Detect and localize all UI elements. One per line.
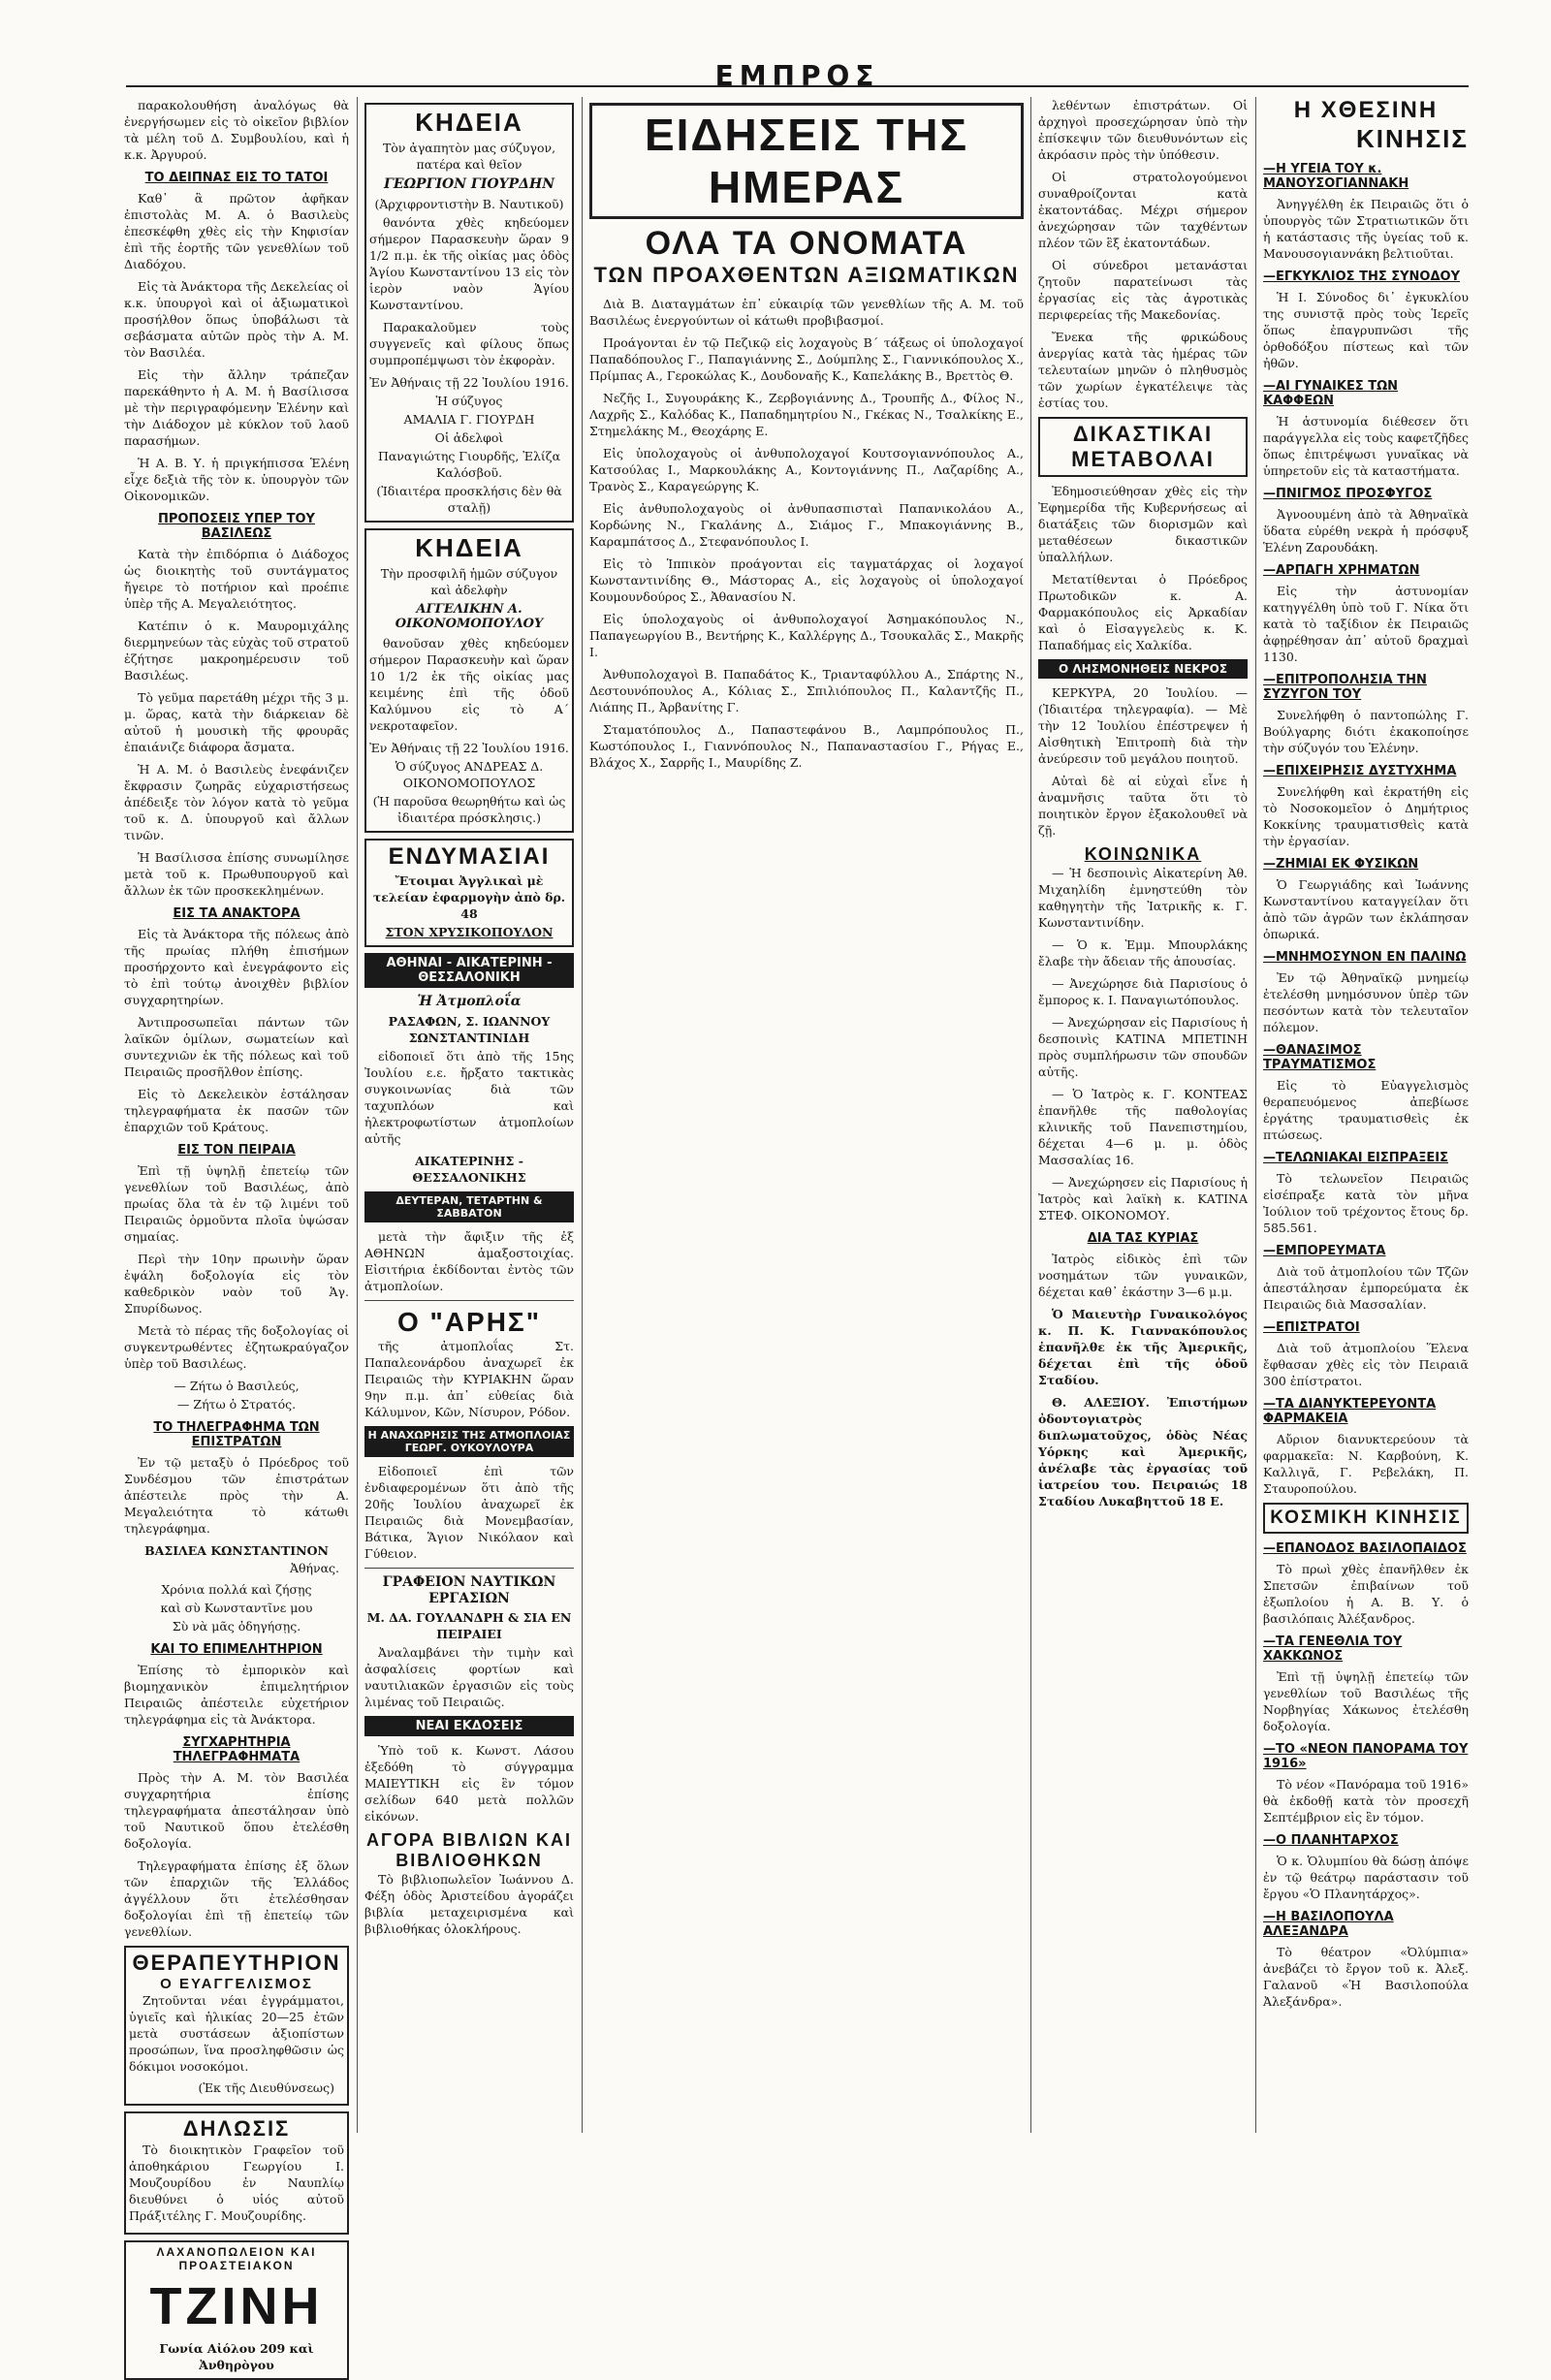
article-text: παρακολουθήση ἀναλόγως θὰ ἐνεργήσωμεν εἰς τὸ οἰκεῖον βιβλίον τὰ μέλη τοῦ Δ. Συμβουλίου, καὶ ἡ κ.κ. Ἀργυρού. — [124, 98, 349, 162]
article-text: Ἡ Α. Μ. ὁ Βασιλεὺς ἐνεφάνιζεν ἔκφρασιν ζωηρᾶς εὐχαριστήσεως ἀπέδειξε τὸν λόγον κατὰ τὸ γεῦμα τοῦ κ. Δ. ὑπουργοῦ καὶ ἄλλων τινῶν. — [124, 762, 349, 842]
column-divider — [357, 97, 358, 2133]
advert-text: Ὑπὸ τοῦ κ. Κωνστ. Λάσου ἐξεδόθη τὸ σύγγραμμα ΜΑΙΕΥΤΙΚΗ εἰς ἓν τόμον σελίδων 640 μετὰ πολλῶν εἰκόνων. — [364, 1743, 574, 1824]
cheer-line: — Ζήτω ὁ Βασιλεύς, — [174, 1379, 300, 1393]
section-title: ΔΙΚΑΣΤΙΚΑΙ — [1072, 422, 1214, 446]
section-title: ΚΟΣΜΙΚΗ ΚΙΝΗΣΙΣ — [1270, 1507, 1462, 1528]
article-text: Εἰς τὰ Ἀνάκτορα τῆς πόλεως ἀπὸ τῆς πρωίας πλήθη ἐπισήμων προσήρχοντο καὶ ἐνεγράφοντο εἰς τὸ ἐπὶ τούτῳ ἀνοιχθὲν βιβλίον συγχαρητηρίων. — [124, 927, 349, 1007]
advert-title: ΘΕΡΑΠΕΥΤΗΡΙΟΝ — [132, 1951, 341, 1975]
advert-route: ΑΙΚΑΤΕΡΙΝΗΣ - ΘΕΣΣΑΛΟΝΙΚΗΣ — [412, 1154, 526, 1185]
notice-note: (Ἡ παροῦσα θεωρηθήτω καὶ ὡς ἰδιαιτέρα πρόσκλησις.) — [372, 794, 566, 825]
divider — [364, 1300, 574, 1301]
news-item-title: —Ο ΠΛΑΝΗΤΑΡΧΟΣ — [1263, 1833, 1399, 1848]
news-item-title: —ΤΟ «ΝΕΟΝ ΠΑΝΟΡΑΜΑ ΤΟΥ 1916» — [1263, 1742, 1469, 1771]
article-text: Οἱ στρατολογούμενοι συναθροίζονται κατὰ ἑκατοντάδας. Μέχρι σήμερον ἀνεχώρησαν τῶν ταχθέντων πλέον τῶν ἓξ ἑκατοντάδων. — [1038, 170, 1248, 250]
news-item-text: Ἡ ἀστυνομία διέθεσεν ὅτι παράγγελλα εἰς τοὺς καφετζῆδες ὅπως ἐπιτρέψωσι γυναῖκας νὰ ὑπηρετοῦν εἰς τὰ καταστήματα. — [1263, 414, 1469, 478]
article-text: Μετατίθενται ὁ Πρόεδρος Πρωτοδικῶν κ. Α. Φαρμακόπουλος εἰς Ἀρκαδίαν καὶ ὁ Εἰσαγγελεὺς κ. Κ. Παπαδήμας εἰς Χαλκίδα. — [1038, 572, 1248, 652]
section-subtitle: ΜΕΤΑΒΟΛΑΙ — [1071, 447, 1215, 471]
notice-title: ΚΗΔΕΙΑ — [415, 108, 523, 137]
article-text: Ἀνθυπολοχαγοὶ Β. Παπαδάτος Κ., Τριανταφύλλου Α., Σπάρτης Ν., Δεστουνόπουλος Α., Κόλιας Σ., Σπιλιόπουλος Π., Καλαντζῆς Π., Λιάπης Π., Ἀρβανίτης Γ. — [589, 667, 1024, 714]
funeral-notice-2 — [364, 528, 574, 833]
article-text: Οἱ σύνεδροι μετανάσται ζητοῦν παρατείνωσι τὰς ἐργασίας εἰς τὰς ἀγροτικὰς περιφερείας τῆς Μακεδονίας. — [1038, 258, 1248, 322]
article-text: λεθέντων ἐπιστράτων. Οἱ ἀρχηγοὶ προσεχώρησαν ὑπὸ τὴν ἐπίσκεψιν τῶν διευθυνόντων εἰς ἀκρόασιν πρὸς τὴν ὑπόθεσιν. — [1038, 98, 1248, 162]
notice-date: Ἐν Ἀθήναις τῇ 22 Ἰουλίου 1916. — [369, 741, 569, 755]
article-text: Εἰς τὰ Ἀνάκτορα τῆς Δεκελείας οἱ κ.κ. ὑπουργοὶ καὶ οἱ ἀξιωματικοὶ προσήλθον ὅπως ὑποβάλωσι τὰ σεβάσματα αὐτῶν πρὸς τὴν Α. Μ. τὸν Βασιλέα. — [124, 279, 349, 360]
column-divider — [1030, 97, 1031, 2133]
social-item: — Ἡ δεσποινὶς Αἰκατερίνη Ἀθ. Μιχαηλίδη ἐμνηστεύθη τὸν καθηγητὴν τῆς Ἰατρικῆς κ. Γ. Κωνσταντινίδην. — [1038, 866, 1248, 930]
news-banner: ΕΙΔΗΣΕΙΣ ΤΗΣ ΗΜΕΡΑΣ — [644, 110, 969, 212]
article-text: Κατέπιν ὁ κ. Μαυρομιχάλης διερμηνεύων τὰς εὐχὰς τοῦ στρατοῦ ἐζήτησε μακροημέρευσιν τοῦ Βασιλέως. — [124, 619, 349, 682]
news-item-title: —ΕΠΙΧΕΙΡΗΣΙΣ ΔΥΣΤΥΧΗΜΑ — [1263, 764, 1457, 778]
article-text: Αὐταὶ δὲ αἱ εὐχαὶ εἶνε ἡ ἀναμνῆσις ταῦτα ὅτι τὸ ποιητικὸν ἔργον ἐξακολουθεῖ νὰ ζῇ. — [1038, 774, 1248, 838]
article-text: Σταματόπουλος Δ., Παπαστεφάνου Β., Λαμπρόπουλος Π., Κωστόπουλος Ι., Γιαννόπουλος Ν., Παπαναστασίου Γ., Ρήγας Ε., Βλάχος Χ., Σαρρῆς Ι., Μαυρίδης Ζ. — [589, 722, 1024, 770]
news-item-title: —ΖΗΜΙΑΙ ΕΚ ΦΥΣΙΚΩΝ — [1263, 857, 1419, 872]
article-text: Ἡ Α. Β. Υ. ἡ πριγκήπισσα Ἑλένη εἶχε δεξιὰ τῆς τὸν κ. ὑπουργὸν τῶν Οἰκονομικῶν. — [124, 456, 349, 503]
article-text: Κατὰ τὴν ἐπιδόρπια ὁ Διάδοχος ὡς διοικητὴς τοῦ συντάγματος ἤγειρε τὸ ποτήριον καὶ προέπιε ὑπὲρ τῆς Α. Μεγαλειότητος. — [124, 547, 349, 611]
article-text: Ἐπίσης τὸ ἐμπορικὸν καὶ βιομηχανικὸν ἐπιμελητήριον Πειραιῶς ἀπέστειλε εὐχετήριον τηλεγράφημα εἰς τὰ Ἀνάκτορα. — [124, 1663, 349, 1727]
social-item: — Ὁ Ἰατρὸς κ. Γ. ΚΟΝΤΕΑΣ ἐπανῆλθε τῆς παθολογίας κλινικῆς τοῦ Πανεπιστημίου, δέχεται 4—6 μ. μ. ὁδὸς Μασσαλίας 16. — [1038, 1087, 1248, 1167]
news-item-title: —ΕΓΚΥΚΛΙΟΣ ΤΗΣ ΣΥΝΟΔΟΥ — [1263, 270, 1460, 284]
social-item: Ἰατρὸς εἰδικὸς ἐπὶ τῶν νοσημάτων τῶν γυναικῶν, δέχεται καθ᾿ ἑκάστην 3—6 μ.μ. — [1038, 1252, 1248, 1299]
social-item: — Ἀνεχώρησεν εἰς Παρισίους ἡ Ἰατρὸς καὶ λαϊκὴ κ. ΚΑΤΙΝΑ ΣΤΕΦ. ΟΙΚΟΝΟΜΟΥ. — [1038, 1175, 1248, 1222]
advert-subtitle: Ο ΕΥΑΓΓΕΛΙΣΜΟΣ — [160, 1976, 313, 1992]
article-text: Προάγονται ἐν τῷ Πεζικῷ εἰς λοχαγοὺς Β΄ τάξεως οἱ ὑπολοχαγοί Παπαδόπουλος Γ., Παπαγιάννης Σ., Δούμπλης Σ., Γιαννικόπουλος Χ., Πρίμπας Α., Γεροκώλας Κ., Δουδοναῆς Κ., Καπελάκης Β., Βρεττὸς Θ. — [589, 335, 1024, 383]
news-item-text: Ὁ κ. Ὁλυμπίου θὰ δώσῃ ἀπόψε ἐν τῷ θεάτρῳ παράστασιν τοῦ ἔργου «Ὁ Πλανητάρχος». — [1263, 1854, 1469, 1901]
telegram-line: καὶ σὺ Κωνσταντῖνε μου — [160, 1601, 313, 1615]
news-item-title: —ΑΡΠΑΓΗ ΧΡΗΜΑΤΩΝ — [1263, 563, 1420, 578]
news-item-title: —Η ΥΓΕΙΑ ΤΟΥ κ. ΜΑΝΟΥΣΟΓΙΑΝΝΑΚΗ — [1263, 162, 1409, 191]
article-text: Περὶ τὴν 10ην πρωινὴν ὥραν ἐψάλη δοξολογία εἰς τὸν καθεδρικὸν ναὸν τοῦ Ἁγ. Σπυρίδωνος. — [124, 1252, 349, 1316]
section-heading: ΠΡΟΠΟΣΕΙΣ ΥΠΕΡ ΤΟΥ ΒΑΣΙΛΕΩΣ — [158, 512, 315, 541]
news-item-title: —ΕΜΠΟΡΕΥΜΑΤΑ — [1263, 1244, 1386, 1258]
notice-date: Ἐν Ἀθήναις τῇ 22 Ἰουλίου 1916. — [369, 375, 569, 390]
advert-therapeuterion — [124, 1946, 349, 2106]
advert-text: Εἰδοποιεῖ ἐπὶ τῶν ἐνδιαφερομένων ὅτι ἀπὸ τῆς 20ῆς Ἰουλίου ἀναχωρεῖ ἐκ Πειραιῶς διὰ Μονεμβασίαν, Βάτικα, Ἅγιον Νικόλαον καὶ Γύθειον. — [364, 1464, 574, 1561]
article-text: Εἰς ὑπολοχαγοὺς οἱ ἀνθυπολοχαγοί Ἀσημακόπουλος Ν., Παπαγεωργίου Β., Βεντήρης Κ., Καλλέργης Δ., Τσουκαλᾶς Σ., Μακρῆς Ι. — [589, 612, 1024, 659]
news-item-title: —ΕΠΙΣΤΡΑΤΟΙ — [1263, 1320, 1360, 1335]
divider — [364, 1568, 574, 1569]
newspaper-title: ΕΜΠΡΟΣ — [714, 60, 880, 92]
news-item-text: Ἀνηγγέλθη ἐκ Πειραιῶς ὅτι ὁ ὑπουργὸς τῶν Στρατιωτικῶν ὅτι ἡ κατάστασις τῆς ὑγείας τοῦ κ. Μανουσογιαννάκη βελτιοῦται. — [1263, 197, 1469, 261]
article-text: Ἐδημοσιεύθησαν χθὲς εἰς τὴν Ἐφημερίδα τῆς Κυβερνήσεως αἱ διατάξεις τῶν διορισμῶν καὶ μεταθέσεων δικαστικῶν ὑπαλλήλων. — [1038, 484, 1248, 564]
section-heading: ΔΙΑ ΤΑΣ ΚΥΡΙΑΣ — [1087, 1231, 1199, 1246]
article-text: Τὸ γεῦμα παρετάθη μέχρι τῆς 3 μ. μ. ὥρας, κατὰ τὴν διάρκειαν δὲ αὐτοῦ ἡ μουσικὴ τῆς φρουρᾶς ἐπαιάνιζε διάφορα ἄσματα. — [124, 690, 349, 754]
advert-title: Ο "ΑΡΗΣ" — [396, 1307, 542, 1337]
news-item-title: —ΠΝΙΓΜΟΣ ΠΡΟΣΦΥΓΟΣ — [1263, 487, 1433, 501]
news-item-title: —ΕΠΑΝΟΔΟΣ ΒΑΣΙΛΟΠΑΙΔΟΣ — [1263, 1541, 1467, 1556]
news-item-text: Διὰ τοῦ ἀτμοπλοίου τῶν Τζῶν ἀπεστάλησαν ἐμπορεύματα ἐκ Πειραιῶς διὰ Μασσαλίαν. — [1263, 1264, 1469, 1312]
article-text: Ἐν τῷ μεταξὺ ὁ Πρόεδρος τοῦ Συνδέσμου τῶν ἐπιστράτων ἀπέστειλε πρὸς τὴν Α. Μεγαλειότητα τὸ κάτωθι τηλεγράφημα. — [124, 1455, 349, 1536]
article-text: Ἀντιπροσωπεῖαι πάντων τῶν λαϊκῶν ὁμίλων, σωματείων καὶ συντεχνιῶν ἐκ τῆς πόλεως καὶ τοῦ Πειραιῶς προσῆλθον ἐπίσης. — [124, 1015, 349, 1079]
notice-intro: Τὸν ἀγαπητὸν μας σύζυγον, πατέρα καὶ θεῖον — [382, 141, 556, 172]
news-item-text: Συνελήφθη ὁ παντοπώλης Γ. Βούλγαρης διότι ἐκακοποίησε τὴν σύζυγόν του Ἑλένην. — [1263, 708, 1469, 755]
advert-signature: (Ἐκ τῆς Διευθύνσεως) — [198, 2080, 334, 2095]
news-item-text: Διὰ τοῦ ἀτμοπλοίου Ἕλενα ἔφθασαν χθὲς εἰς τὸν Πειραιᾶ 300 ἐπίστρατοι. — [1263, 1341, 1469, 1388]
article-text: Ἔνεκα τῆς φρικώδους ἀνεργίας κατὰ τὰς ἡμέρας τῶν τελευταίων μηνῶν ὁ πληθυσμὸς τῶν χωρίων ἐγκατέλειψε τὰς ἑστίας του. — [1038, 330, 1248, 410]
article-text: Νεζῆς Ι., Συγουράκης Κ., Ζερβογιάννης Δ., Τρουπῆς Δ., Φίλος Ν., Λαχρῆς Σ., Καλόδας Κ., Παπαδημητρίου Ν., Γκέκας Ν., Τσαλκίκης Ε., Στημελάκης Μ., Θεοχάρης Ε. — [589, 391, 1024, 438]
advert-clothing — [364, 839, 574, 947]
news-item-text: Ὁ Γεωργιάδης καὶ Ἰωάννης Κωνσταντίνου καταγγείλαν ὅτι ἀπὸ τῶν ἀγρῶν των ἐκλάπησαν ὀπωρικά. — [1263, 877, 1469, 941]
article-text: Εἰς τὸ Δεκελεικὸν ἐστάλησαν τηλεγραφήματα ἐκ πασῶν τῶν ἐπαρχιῶν τοῦ Κράτους. — [124, 1087, 349, 1134]
advert-title: ΑΓΟΡΑ ΒΙΒΛΙΩΝ ΚΑΙ ΒΙΒΛΙΟΘΗΚΩΝ — [366, 1830, 572, 1870]
section-heading: ΚΑΙ ΤΟ ΕΠΙΜΕΛΗΤΗΡΙΟΝ — [150, 1642, 323, 1657]
advert-company: ΡΑΣΑΦΩΝ, Σ. ΙΩΑΝΝΟΥ ΣΩΝΣΤΑΝΤΙΝΙΔΗ — [388, 1014, 551, 1045]
article-text: Μετὰ τὸ πέρας τῆς δοξολογίας οἱ συγκεντρωθέντες ἐζητωκραύγαζον ὑπὲρ τοῦ Βασιλέως. — [124, 1323, 349, 1371]
news-item-text: Ἀγνοουμένη ἀπὸ τὰ Ἀθηναϊκὰ ὕδατα εὑρέθη νεκρὰ ἡ πρόσφυξ Ἑλένη Ζαρουδάκη. — [1263, 507, 1469, 555]
advert-address: Γωνία Αἰόλου 209 καὶ Ἀνθηρὸγου — [159, 2341, 314, 2372]
notice-text: Παρακαλοῦμεν τοὺς συγγενεῖς καὶ φίλους ὅπως συμπροπέμψωσι τὸν ἐκφορὰν. — [369, 320, 569, 367]
section-heading: ΤΟ ΤΗΛΕΓΡΑΦΗΜΑ ΤΩΝ ΕΠΙΣΤΡΑΤΩΝ — [153, 1420, 320, 1449]
news-item-title: —ΑΙ ΓΥΝΑΙΚΕΣ ΤΩΝ ΚΑΦΦΕΩΝ — [1263, 379, 1399, 408]
section-title: Ο ΛΗΣΜΟΝΗΘΕΙΣ ΝΕΚΡΟΣ — [1038, 659, 1248, 679]
column-header: ΚΙΝΗΣΙΣ — [1356, 124, 1469, 153]
deceased-name: ΑΓΓΕΛΙΚΗΝ Α. ΟΙΚΟΝΟΜΟΠΟΥΛΟΥ — [395, 602, 544, 631]
deceased-role: (Ἀρχιφροντιστὴν Β. Ναυτικοῦ) — [374, 197, 564, 211]
news-item-text: Τὸ νέον «Πανόραμα τοῦ 1916» θὰ ἐκδοθῇ κατὰ τὸν προσεχῆ Σεπτέμβριον εἰς ἓν τόμον. — [1263, 1777, 1469, 1825]
article-text: Καθ᾿ ἃ πρῶτον ἀφῆκαν ἐπιστολὰς Μ. Α. ὁ Βασιλεὺς ἐπεσκέφθη χθὲς εἰς τὴν Κηφισίαν ἐπὶ τῆς ἑορτῆς τῶν γενεθλίων τοῦ Διαδόχου. — [124, 191, 349, 271]
advert-subtitle: Ἡ Ἀτμοπλοΐα — [417, 994, 522, 1009]
advert-text: Τὸ διοικητικὸν Γραφεῖον τοῦ ἀποθηκάριου Γεωργίου Ι. Μουζουρίδου ἐν Ναυπλίῳ διευθύνει ὁ υἱός αὐτοῦ Πράξιτέλης Γ. Μουζουρίδης. — [129, 2142, 344, 2223]
advert-text: Ἀναλαμβάνει τὴν τιμὴν καὶ ἀσφαλίσεις φορτίων καὶ ναυτιλιακῶν ἐργασιῶν εἰς τοὺς λιμένας τοῦ Πειραιῶς. — [364, 1645, 574, 1709]
advert-text: εἰδοποιεῖ ὅτι ἀπὸ τῆς 15ης Ἰουλίου ε.ε. ἤρξατο τακτικὰς συγκοινωνίας διὰ τῶν ταχυπλόων καὶ ἠλεκτροφωτίστων ἀτμοπλοίων αὐτῆς — [364, 1049, 574, 1146]
advert-tzini — [124, 2240, 349, 2380]
column-3 — [589, 97, 1024, 2138]
news-item-title: —ΤΕΛΩΝΙΑΚΑΙ ΕΙΣΠΡΑΞΕΙΣ — [1263, 1151, 1449, 1165]
deceased-name: ΓΕΩΡΓΙΟΝ ΓΙΟΥΡΔΗΝ — [383, 176, 555, 192]
telegram-title: ΒΑΣΙΛΕΑ ΚΩΝΣΤΑΝΤΙΝΟΝ — [144, 1543, 329, 1558]
column-2 — [364, 97, 574, 2138]
article-text: Τηλεγραφήματα ἐπίσης ἐξ ὅλων τῶν ἐπαρχιῶν τῆς Ἑλλάδος ἀγγέλλουν ὅτι ἐτελέσθησαν δοξολογίαι ἐπὶ τῇ ἐπετείῳ τῶν γενεθλίων. — [124, 1858, 349, 1939]
article-text: Εἰς ὑπολοχαγοὺς οἱ ἀνθυπολοχαγοί Κουτσογιαννόπουλος Α., Κατσούλας Ι., Μαρκουλάκης Α., Κοντογιάννης Π., Λαζαρίδης Α., Τρανὸς Σ., Καραγεώργης Κ. — [589, 446, 1024, 493]
news-item-text: Ἡ Ι. Σύνοδος δι᾿ ἐγκυκλίου της συνιστᾷ πρὸς τοὺς Ἱερεῖς ὅπως ἐπαγρυπνῶσι τῆς ὀρθοδόξου πίστεως καὶ τῶν ἠθῶν. — [1263, 290, 1469, 370]
notice-intro: Τὴν προσφιλῆ ἡμῶν σύζυγον καὶ ἀδελφὴν — [380, 566, 558, 597]
news-item-title: —ΜΝΗΜΟΣΥΝΟΝ ΕΝ ΠΑΛΙΝΩ — [1263, 950, 1467, 965]
notice-signature: Οἱ ἀδελφοὶ — [434, 430, 504, 445]
advert-text: Τὸ βιβλιοπωλεῖον Ἰωάννου Δ. Φέξη ὁδὸς Ἀριστείδου ἀγοράζει βιβλία μεταχειρισμένα καὶ βιβλιοθήκας ὁλοκλήρους. — [364, 1872, 574, 1936]
section-heading: ΤΟ ΔΕΙΠΝΑΣ ΕΙΣ ΤΟ ΤΑΤΟΙ — [144, 171, 329, 185]
column-divider — [1255, 97, 1256, 2133]
advert-subtitle: Μ. ΔΑ. ΓΟΥΛΑΝΔΡΗ & ΣΙΑ ΕΝ ΠΕΙΡΑΙΕΙ — [366, 1610, 572, 1641]
notice-title: ΚΗΔΕΙΑ — [415, 533, 523, 562]
news-item-text: Ἐπὶ τῇ ὑψηλῇ ἐπετείῳ τῶν γενεθλίων τοῦ Βασιλέως τῆς Νορβηγίας Χάκωνος ἐτελέσθη δοξολογία. — [1263, 1669, 1469, 1733]
route-banner: Η ΑΝΑΧΩΡΗΣΙΣ ΤΗΣ ΑΤΜΟΠΛΟΙΑΣ ΓΕΩΡΓ. ΟΥΚΟΥΛΟΥΡΑ — [364, 1426, 574, 1457]
column-1 — [124, 97, 349, 2372]
notice-signature: Ἡ σύζυγος — [435, 394, 503, 408]
column-header: Η ΧΘΕΣΙΝΗ — [1293, 97, 1439, 123]
cheer-line: — Ζήτω ὁ Στρατός. — [176, 1397, 297, 1412]
column-6 — [1263, 97, 1469, 2138]
news-item-text: Συνελήφθη καὶ ἐκρατήθη εἰς τὸ Νοσοκομεῖον ὁ Δημήτριος Κοκκίνης τραυματισθεὶς κατὰ τὴν ἐργασίαν. — [1263, 784, 1469, 848]
news-item-text: Ἐν τῷ Ἀθηναϊκῷ μνημείῳ ἐτελέσθη μνημόσυνον ὑπὲρ τῶν πεσόντων κατὰ τὸν τελευταῖον πόλεμον. — [1263, 970, 1469, 1034]
social-item: — Ὁ κ. Ἐμμ. Μπουρλάκης ἔλαβε τὴν ἄδειαν τῆς ἀπουσίας. — [1038, 937, 1248, 968]
social-movement-box — [1263, 1503, 1469, 1534]
route-banner: ΑΘΗΝΑΙ - ΑΙΚΑΤΕΡΙΝΗ - ΘΕΣΣΑΛΟΝΙΚΗ — [364, 953, 574, 988]
headline: ΟΛΑ ΤΑ ΟΝΟΜΑΤΑ — [645, 225, 968, 262]
news-item-title: —ΤΑ ΔΙΑΝΥΚΤΕΡΕΥΟΝΤΑ ΦΑΡΜΑΚΕΙΑ — [1263, 1397, 1437, 1426]
notice-note: (Ἰδιαιτέρα προσκλήσις δὲν θὰ σταλῇ) — [376, 484, 562, 515]
advert-text: τῆς ἀτμοπλοΐας Στ. Παπαλεονάρδου ἀναχωρεῖ ἐκ Πειραιῶς τὴν ΚΥΡΙΑΚΗΝ ὥραν 9ην π.μ. ἀπ᾿ εὐθείας διὰ Κάλυμνον, Κῶν, Νίσυρον, Ρόδον. — [364, 1339, 574, 1419]
section-heading: ΕΙΣ ΤΑ ΑΝΑΚΤΟΡΑ — [173, 906, 301, 921]
notice-signature: ΑΜΑΛΙΑ Γ. ΓΙΟΥΡΔΗ — [403, 412, 535, 427]
news-item-text: Εἰς τὸ Εὐαγγελισμὸς θεραπευόμενος ἀπεβίωσε ἐργάτης τραυματισθεὶς ἐκ πτώσεως. — [1263, 1078, 1469, 1142]
advert-text: Ζητοῦνται νέαι ἐγγράμματοι, ὑγιεῖς καὶ ἡλικίας 20—25 ἐτῶν μετὰ συστάσεων ἀξιοπίστων προσώπων, ἵνα προσληφθῶσιν ὡς δόκιμοι νοσοκόμοι. — [129, 1993, 344, 2074]
article-text: Εἰς τὸ Ἱππικὸν προάγονται εἰς ταγματάρχας οἱ λοχαγοί Κωνσταντινίδης Θ., Μάστορας Α., εἰς λοχαγοὺς οἱ ὑπολοχαγοί Κουμουνδούρος Σ., Ἀθανασίου Ν. — [589, 556, 1024, 604]
advert-declaration — [124, 2111, 349, 2235]
article-text: Ἐπὶ τῇ ὑψηλῇ ἐπετείῳ τῶν γενεθλίων τοῦ Βασιλέως, ἀπὸ πρωίας ὅλα τὰ ἐν τῷ λιμένι τοῦ Πειραιῶς ὁρμοῦντα πλοῖα ὑψώσαν σημαίας. — [124, 1163, 349, 1244]
notice-text: θανόντα χθὲς κηδεύομεν σήμερον Παρασκευὴν ὥραν 9 1/2 π.μ. ἐκ τῆς οἰκίας μας ὁδὸς Ἁγίου Κωνσταντίνου 13 εἰς τὸν ἱερὸν ναὸν Ἁγίου Κωνσταντίνου. — [369, 215, 569, 312]
advert-days: ΔΕΥΤΕΡΑΝ, ΤΕΤΑΡΤΗΝ & ΣΑΒΒΑΤΟΝ — [364, 1191, 574, 1222]
notice-text: θανοῦσαν χθὲς κηδεύομεν σήμερον Παρασκευὴν καὶ ὥραν 10 1/2 ἐκ τῆς οἰκίας μας κειμένης ἐπὶ τῆς ὁδοῦ Καλύμνου εἰς τὸ Α΄ νεκροταφεῖον. — [369, 636, 569, 733]
advert-title: ΕΝΔΥΜΑΣΙΑΙ — [388, 843, 551, 870]
advert-subtitle: ΛΑΧΑΝΟΠΩΛΕΙΟΝ ΚΑΙ ΠΡΟΑΣΤΕΙΑΚΟΝ — [156, 2245, 317, 2272]
notice-signature: Ὁ σύζυγος ΑΝΔΡΕΑΣ Δ. ΟΙΚΟΝΟΜΟΠΟΥΛΟΣ — [395, 759, 544, 790]
news-item-text: Τὸ τελωνεῖον Πειραιῶς εἰσέπραξε κατὰ τὸν μῆνα Ἰούλιον τοῦ τρέχοντος ἔτους δρ. 585.561. — [1263, 1171, 1469, 1235]
social-item: Ὁ Μαιευτὴρ Γυναικολόγος κ. Π. Κ. Γιαννακόπουλος ἐπανῆλθε ἐκ τῆς Ἀμερικῆς, δέχεται ἐπὶ τῆς ὁδοῦ Σταδίου. — [1038, 1307, 1248, 1387]
social-item: — Ἀνεχώρησε διὰ Παρισίους ὁ ἔμπορος κ. Ι. Παναγιωτόπουλος. — [1038, 976, 1248, 1007]
article-text: Ἡ Βασίλισσα ἐπίσης συνωμίλησε μετὰ τοῦ κ. Πρωθυπουργοῦ καὶ ἄλλων ἐκ τῶν προσκεκλημένων. — [124, 850, 349, 898]
masthead — [126, 60, 1469, 95]
advert-store: ΣΤΟΝ ΧΡΥΣΙΚΟΠΟΥΛΟΝ — [385, 925, 554, 939]
advert-name: ΤΖΙΝΗ — [149, 2277, 324, 2335]
telegram-place: Ἀθήνας. — [289, 1561, 339, 1575]
subheadline: ΤΩΝ ΠΡΟΑΧΘΕΝΤΩΝ ΑΞΙΩΜΑΤΙΚΩΝ — [593, 263, 1020, 287]
advert-text: Ἔτοιμαι Ἀγγλικαὶ μὲ τελείαν ἐφαρμογὴν ἀπὸ δρ. 48 — [372, 873, 566, 921]
news-item-text: Τὸ θέατρον «Ὀλύμπια» ἀνεβάζει τὸ ἔργον τοῦ κ. Ἀλεξ. Γαλανοῦ «Ἡ Βασιλοπούλα Ἀλεξάνδρα». — [1263, 1945, 1469, 2009]
column-divider — [582, 97, 583, 2133]
advert-title: ΓΡΑΦΕΙΟΝ ΝΑΥΤΙΚΩΝ ΕΡΓΑΣΙΩΝ — [382, 1574, 556, 1606]
news-item-text: Εἰς τὴν ἀστυνομίαν κατηγγέλθη ὑπὸ τοῦ Γ. Νίκα ὅτι κατὰ τὸ ταξίδιον ἐκ Πειραιῶς ἀφῃρέθησαν ἀπ᾿ αὐτοῦ δραχμαὶ 1130. — [1263, 584, 1469, 664]
section-heading: ΝΕΑΙ ΕΚΔΟΣΕΙΣ — [364, 1716, 574, 1736]
article-text: ΚΕΡΚΥΡΑ, 20 Ἰουλίου. — (Ἰδιαιτέρα τηλεγραφία). — Μὲ τὴν 12 Ἰουλίου ἐπέστρεψεν ἡ Αἰσθητικὴ Ἐπιτροπὴ διὰ τὴν ἀνεύρεσιν τοῦ μεγάλου ποιητοῦ. — [1038, 685, 1248, 766]
news-item-title: —ΘΑΝΑΣΙΜΟΣ ΤΡΑΥΜΑΤΙΣΜΟΣ — [1263, 1043, 1377, 1072]
telegram-line: Σὺ νὰ μᾶς ὁδηγήσῃς. — [172, 1619, 301, 1634]
social-item: — Ἀνεχώρησαν εἰς Παρισίους ἡ δεσποινὶς ΚΑΤΙΝΑ ΜΠΕΤΙΝΗ πρὸς συμπλήρωσιν τῶν σπουδῶν αὐτῆς. — [1038, 1015, 1248, 1079]
section-heading: ΕΙΣ ΤΟΝ ΠΕΙΡΑΙΑ — [177, 1143, 296, 1158]
notice-signature: Παναγιώτης Γιουρδῆς, Ἐλίζα Καλόσβοῦ. — [377, 449, 561, 480]
article-text: Εἰς τὴν ἄλλην τράπεζαν παρεκάθηντο ἡ Α. Μ. ἡ Βασίλισσα μὲ τὴν περιγραφόμενην Ἑλένην καὶ τὴν Διάδοχον μὲ κύκλον τοῦ λαοῦ παρασήμων. — [124, 367, 349, 448]
section-heading: ΣΥΓΧΑΡΗΤΗΡΙΑ ΤΗΛΕΓΡΑΦΗΜΑΤΑ — [173, 1735, 301, 1764]
funeral-notice-1 — [364, 103, 574, 523]
news-item-text: Τὸ πρωὶ χθὲς ἐπανῆλθεν ἐκ Σπετσῶν ἐπιβαίνων τοῦ ἐξωπλοίου ἡ Α. Β. Υ. ὁ βασιλόπαις Ἀλέξανδρος. — [1263, 1562, 1469, 1626]
column-4 — [1038, 97, 1248, 2138]
news-item-title: —Η ΒΑΣΙΛΟΠΟΥΛΑ ΑΛΕΞΑΝΔΡΑ — [1263, 1910, 1394, 1939]
advert-title: ΔΗΛΩΣΙΣ — [182, 2116, 291, 2141]
judicial-box — [1038, 417, 1248, 477]
news-item-text: Αὔριον διανυκτερεύουν τὰ φαρμακεῖα: Ν. Καρβούνη, Κ. Καλλιγᾶ, Γ. Ρεβελάκη, Π. Σταυροπούλου. — [1263, 1432, 1469, 1496]
section-title: ΚΟΙΝΩΝΙΚΑ — [1084, 844, 1202, 864]
social-item: Θ. ΑΛΕΞΙΟΥ. Ἐπιστήμων ὀδοντογιατρὸς διπλωματοῦχος, ὁδὸς Νέας Υόρκης καὶ Ἀμερικῆς, ἀνέλαβε τὰς ἐργασίας τοῦ ἰατρείου του. Πειραιώς 18 Σταδίου Λυκαβηττοῦ 18 Ε. — [1038, 1395, 1248, 1508]
article-text: Διὰ Β. Διαταγμάτων ἐπ᾿ εὐκαιρίᾳ τῶν γενεθλίων τῆς Α. Μ. τοῦ Βασιλέως ἐνεργούντων οἱ κάτωθι προβιβασμοί. — [589, 297, 1024, 328]
telegram-line: Χρόνια πολλά καὶ ζήσῃς — [161, 1582, 312, 1597]
article-text: Εἰς ἀνθυπολοχαγοὺς οἱ ἀνθυπασπισταὶ Παπανικολάου Α., Κορδώνης Ν., Γκαλάνης Δ., Σιάμος Γ., Μπακογιάννης Β., Καραμπάτσος Δ., Στεφανόπουλος Ι. — [589, 501, 1024, 549]
article-text: Πρὸς τὴν Α. Μ. τὸν Βασιλέα συγχαρητήρια ἐπίσης τηλεγραφήματα ἀπεστάλησαν ὑπὸ τοῦ Ναυτικοῦ ὅπου ἐτελέσθη δοξολογία. — [124, 1770, 349, 1851]
news-item-title: —ΕΠΙΤΡΟΠΟΛΗΣΙΑ ΤΗΝ ΣΥΖΥΓΟΝ ΤΟΥ — [1263, 673, 1427, 702]
news-banner-box — [589, 103, 1024, 219]
advert-text: μετὰ τὴν ἄφιξιν τῆς ἐξ ΑΘΗΝΩΝ ἁμαξοστοιχίας. Εἰσιτήρια ἐκδίδονται ἐντὸς τῶν ἀτμοπλοίων. — [364, 1229, 574, 1293]
news-item-title: —ΤΑ ΓΕΝΕΘΛΙΑ ΤΟΥ ΧΑΚΚΩΝΟΣ — [1263, 1634, 1403, 1664]
